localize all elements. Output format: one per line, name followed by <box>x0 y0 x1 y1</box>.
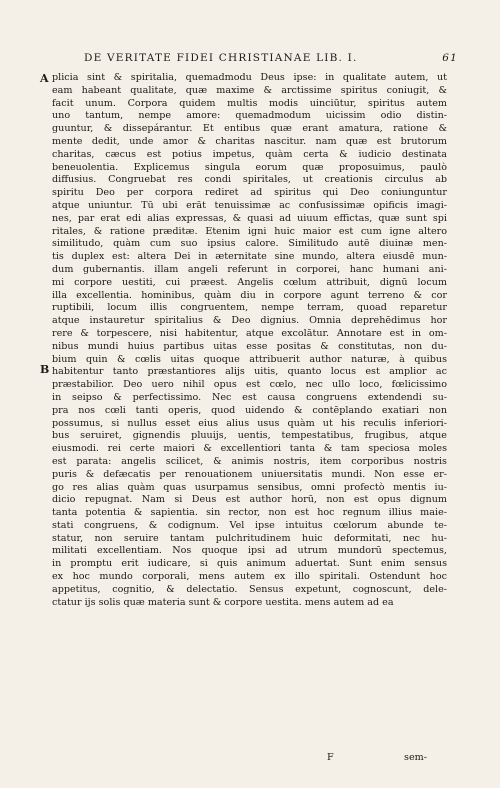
text-line: possumus, si nullus esset eius alius usus quàm ut his reculis inferiori- <box>52 417 447 429</box>
text-line: spiritu Deo per corpora rediret ad spiritus qui Deo coniunguntur <box>52 187 447 199</box>
text-line: mi corpore uestiti, cui præest. Angelis cœlum attribuit, dignū locum <box>52 276 447 288</box>
text-line: puris & defæcatis per renouationem uniuersitatis mundi. Non esse er- <box>52 468 447 480</box>
text-line: militati excellentiam. Nos quoque ipsi ad utrum mundorū spectemus, <box>52 545 447 557</box>
text-line: appetitus, cognitio, & delectatio. Sensus expetunt, cognoscunt, dele- <box>52 583 447 595</box>
running-head: DE VERITATE FIDEI CHRISTIANAE LIB. I. <box>84 52 358 64</box>
text-line: nibus mundi huius partibus uitas esse positas & constitutas, non du- <box>52 340 447 352</box>
text-line: stati congruens, & codignum. Vel ipse intuitus cœlorum abunde te- <box>52 519 447 531</box>
text-line: ruptibili, locum illis congruentem, nempe terram, quoad reparetur <box>52 302 447 314</box>
text-line: tanta potentia & sapientia. sin rector, non est hoc regnum illius maie- <box>52 507 447 519</box>
text-line: similitudo, quàm cum suo ipsius calore. Similitudo autē diuinæ men- <box>52 238 447 250</box>
text-line: dum gubernantis. illam angeli referunt in corporei, hanc humani ani- <box>52 263 447 275</box>
text-line: nes, par erat edi alias expressas, & quasi ad uiuum effictas, quæ sunt spi <box>52 212 447 224</box>
signature-mark: F <box>327 752 334 763</box>
text-line: ctatur ijs solis quæ materia sunt & corpore uestita. mens autem ad ea <box>52 596 394 608</box>
text-line: in promptu erit iudicare, si quis animum aduertat. Sunt enim sensus <box>52 558 447 570</box>
margin-letter-a: A <box>40 72 49 85</box>
text-line: præstabilior. Deo uero nihil opus est cœlo, nec ullo loco, fœlicissimo <box>52 379 447 391</box>
catchword: sem- <box>404 752 427 763</box>
body-text <box>52 72 447 609</box>
text-line: atque instauretur spiritalius & Deo dignius. Omnia deprehēdimus hor <box>52 315 447 327</box>
text-line: statur, non seruire tantam pulchritudinem huic deformitati, nec hu- <box>52 532 447 544</box>
text-line: go res alias quàm quas usurpamus sensibus, omni profectò mentis iu- <box>52 481 447 493</box>
text-line: habitentur tanto præstantiores alijs uitis, quanto locus est amplior ac <box>52 366 447 378</box>
page-number: 61 <box>442 52 458 64</box>
text-line: bium quin & cœlis uitas quoque attribuerit author naturæ, à quibus <box>52 353 447 365</box>
text-line: facit unum. Corpora quidem multis modis uinciūtur, spiritus autem <box>52 97 447 109</box>
text-line: guuntur, & dissepárantur. Et entibus quæ erant amatura, ratione & <box>52 123 447 135</box>
text-line: bus seruiret, gignendis pluuijs, uentis, tempestatibus, frugibus, atque <box>52 430 447 442</box>
page-footer <box>52 752 447 766</box>
text-line: ex hoc mundo corporali, mens autem ex illo spiritali. Ostendunt hoc <box>52 571 447 583</box>
text-line: eiusmodi. rei certe maiori & excellentiori tanta & tam speciosa moles <box>52 443 447 455</box>
text-line: mente dedit, unde amor & charitas nascitur. nam quæ est brutorum <box>52 135 447 147</box>
text-line: rere & torpescere, nisi habitentur, atque excolātur. Annotare est in om- <box>52 327 447 339</box>
text-line: est parata: angelis scilicet, & animis nostris, item corporibus nostris <box>52 455 447 467</box>
text-line: uno tantum, nempe amore: quemadmodum uicissim odio distin- <box>52 110 447 122</box>
text-line: eam habeant qualitate, quæ maxime & arctissime spiritus coniugit, & <box>52 84 447 96</box>
text-line: charitas, cæcus est potius impetus, quàm certa & iudicio destinata <box>52 148 447 160</box>
page-header <box>58 52 458 68</box>
text-line: atque uniuntur. Tū ubi erāt tenuissimæ ac confusissimæ opificis imagi- <box>52 199 447 211</box>
text-line: ritales, & ratione præditæ. Etenim igni huic maior est cum igne altero <box>52 225 447 237</box>
text-line: diffusius. Congruebat res condi spiritales, ut creationis circulus ab <box>52 174 447 186</box>
text-line: pra nos cœli tanti operis, quod uidendo & contēplando exatiari non <box>52 404 447 416</box>
text-line: tis duplex est: altera Dei in æternitate sine mundo, altera eiusdē mun- <box>52 251 447 263</box>
text-line: in seipso & perfectissimo. Nec est causa congruens extendendi su- <box>52 391 447 403</box>
text-line: dicio repugnat. Nam si Deus est author horū, non est opus dignum <box>52 494 447 506</box>
text-line: plicia sint & spiritalia, quemadmodu Deus ipse: in qualitate autem, ut <box>52 72 447 83</box>
text-line: illa excellentia. hominibus, quàm diu in corpore agunt terreno & cor <box>52 289 447 301</box>
text-line: beneuolentia. Explicemus singula eorum quæ proposuimus, paulò <box>52 161 447 173</box>
margin-letter-b: B <box>40 363 50 376</box>
